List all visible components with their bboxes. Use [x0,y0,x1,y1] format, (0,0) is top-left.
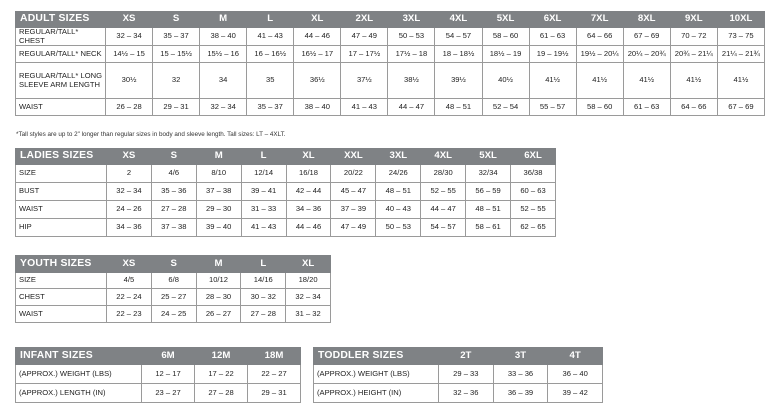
size-header: L [241,149,286,165]
measurement-cell: 44 – 46 [294,28,341,46]
measurement-cell: 17½ – 18 [388,46,435,63]
table-row [16,273,331,289]
measurement-cell: 58 – 61 [466,219,511,237]
measurement-cell: 25 – 27 [151,289,196,306]
measurement-cell: 35 – 37 [153,28,200,46]
row-label: REGULAR/TALL* CHEST [16,28,106,46]
measurement-cell: 48 – 51 [466,201,511,219]
measurement-cell: 47 – 49 [341,28,388,46]
table-row [16,384,301,403]
row-label: BUST [16,183,107,201]
measurement-cell: 29 – 30 [196,201,241,219]
measurement-cell: 24/26 [376,165,421,183]
size-header: XL [286,256,331,273]
row-label: (APPROX.) WEIGHT (LBS) [314,365,439,384]
adult-table-title: ADULT SIZES [16,12,106,28]
row-label: (APPROX.) WEIGHT (LBS) [16,365,142,384]
measurement-cell: 22 – 27 [248,365,301,384]
measurement-cell: 70 – 72 [670,28,717,46]
measurement-cell: 35 [247,63,294,99]
measurement-cell: 52 – 54 [482,99,529,116]
measurement-cell: 32 – 34 [107,183,152,201]
row-label: CHEST [16,289,107,306]
measurement-cell: 24 – 25 [151,306,196,323]
measurement-cell: 45 – 47 [331,183,376,201]
size-header: 4XL [435,12,482,28]
measurement-cell: 50 – 53 [376,219,421,237]
measurement-cell: 19½ – 20¼ [576,46,623,63]
measurement-cell: 26 – 27 [196,306,241,323]
size-header: 3XL [376,149,421,165]
measurement-cell: 47 – 49 [331,219,376,237]
tall-sizes-note: *Tall styles are up to 2" longer than regular sizes in body and sleeve length. Tall sizes: LT – 4XLT. [16,131,286,138]
measurement-cell: 12 – 17 [142,365,195,384]
size-header: 4XL [421,149,466,165]
youth-size-table [15,255,331,323]
measurement-cell: 29 – 31 [153,99,200,116]
size-header: M [196,149,241,165]
row-label: WAIST [16,306,107,323]
measurement-cell: 17 – 22 [195,365,248,384]
measurement-cell: 41½ [717,63,764,99]
measurement-cell: 22 – 23 [107,306,152,323]
measurement-cell: 58 – 60 [576,99,623,116]
size-header: XS [107,149,152,165]
size-header: 10XL [717,12,764,28]
row-label: REGULAR/TALL* LONG SLEEVE ARM LENGTH [16,63,106,99]
row-label: WAIST [16,201,107,219]
measurement-cell: 4/6 [151,165,196,183]
table-row [16,219,556,237]
row-label: SIZE [16,273,107,289]
size-header: 4T [548,348,603,365]
measurement-cell: 44 – 47 [388,99,435,116]
measurement-cell: 42 – 44 [286,183,331,201]
measurement-cell: 17 – 17½ [341,46,388,63]
measurement-cell: 56 – 59 [466,183,511,201]
infant-size-table [15,347,301,403]
size-header: 6XL [529,12,576,28]
measurement-cell: 20¼ – 20¾ [623,46,670,63]
size-header: 5XL [482,12,529,28]
measurement-cell: 21¼ – 21¾ [717,46,764,63]
size-header: 8XL [623,12,670,28]
measurement-cell: 8/10 [196,165,241,183]
measurement-cell: 32 – 36 [439,384,494,403]
measurement-cell: 37 – 38 [196,183,241,201]
measurement-cell: 31 – 33 [241,201,286,219]
table-row [16,201,556,219]
measurement-cell: 67 – 69 [717,99,764,116]
size-header: 2XL [341,12,388,28]
measurement-cell: 30½ [106,63,153,99]
measurement-cell: 38 – 40 [200,28,247,46]
size-header: M [200,12,247,28]
measurement-cell: 22 – 24 [107,289,152,306]
measurement-cell: 54 – 57 [435,28,482,46]
measurement-cell: 61 – 63 [529,28,576,46]
measurement-cell: 36/38 [511,165,556,183]
size-header: 5XL [466,149,511,165]
ladies-table-title: LADIES SIZES [16,149,107,165]
measurement-cell: 14/16 [241,273,286,289]
measurement-cell: 54 – 57 [421,219,466,237]
measurement-cell: 14½ – 15 [106,46,153,63]
measurement-cell: 41 – 43 [247,28,294,46]
size-header: S [153,12,200,28]
measurement-cell: 32 – 34 [286,289,331,306]
measurement-cell: 37 – 38 [151,219,196,237]
row-label: (APPROX.) LENGTH (IN) [16,384,142,403]
measurement-cell: 35 – 36 [151,183,196,201]
measurement-cell: 30 – 32 [241,289,286,306]
size-header: L [247,12,294,28]
measurement-cell: 18 – 18½ [435,46,482,63]
size-header: M [196,256,241,273]
toddler-table-title: TODDLER SIZES [314,348,439,365]
measurement-cell: 28 – 30 [196,289,241,306]
table-row [16,63,765,99]
measurement-cell: 28/30 [421,165,466,183]
measurement-cell: 27 – 28 [151,201,196,219]
measurement-cell: 48 – 51 [435,99,482,116]
size-header: 3T [493,348,548,365]
table-row [16,306,331,323]
measurement-cell: 32 – 34 [200,99,247,116]
measurement-cell: 52 – 55 [421,183,466,201]
size-header: XS [107,256,152,273]
measurement-cell: 29 – 31 [248,384,301,403]
measurement-cell: 38½ [388,63,435,99]
measurement-cell: 44 – 46 [286,219,331,237]
measurement-cell: 50 – 53 [388,28,435,46]
measurement-cell: 41½ [529,63,576,99]
measurement-cell: 64 – 66 [670,99,717,116]
cropped-heading [170,0,290,4]
measurement-cell: 20/22 [331,165,376,183]
measurement-cell: 15½ – 16 [200,46,247,63]
measurement-cell: 39 – 40 [196,219,241,237]
measurement-cell: 40½ [482,63,529,99]
measurement-cell: 41½ [623,63,670,99]
table-row [16,165,556,183]
measurement-cell: 33 – 36 [493,365,548,384]
measurement-cell: 27 – 28 [241,306,286,323]
size-header: 6XL [511,149,556,165]
size-header: 7XL [576,12,623,28]
measurement-cell: 36½ [294,63,341,99]
measurement-cell: 24 – 26 [107,201,152,219]
measurement-cell: 6/8 [151,273,196,289]
measurement-cell: 26 – 28 [106,99,153,116]
measurement-cell: 52 – 55 [511,201,556,219]
measurement-cell: 31 – 32 [286,306,331,323]
measurement-cell: 35 – 37 [247,99,294,116]
table-row [16,28,765,46]
infant-table-title: INFANT SIZES [16,348,142,365]
measurement-cell: 41½ [576,63,623,99]
table-row [16,183,556,201]
measurement-cell: 27 – 28 [195,384,248,403]
ladies-size-table [15,148,556,237]
measurement-cell: 34 – 36 [107,219,152,237]
measurement-cell: 61 – 63 [623,99,670,116]
size-header: XL [294,12,341,28]
row-label: REGULAR/TALL* NECK [16,46,106,63]
measurement-cell: 39½ [435,63,482,99]
measurement-cell: 23 – 27 [142,384,195,403]
measurement-cell: 37½ [341,63,388,99]
measurement-cell: 40 – 43 [376,201,421,219]
measurement-cell: 62 – 65 [511,219,556,237]
measurement-cell: 48 – 51 [376,183,421,201]
size-header: XS [106,12,153,28]
youth-table-title: YOUTH SIZES [16,256,107,273]
size-header: 12M [195,348,248,365]
measurement-cell: 73 – 75 [717,28,764,46]
size-header: 9XL [670,12,717,28]
size-header: 2T [439,348,494,365]
table-row [314,365,603,384]
measurement-cell: 16½ – 17 [294,46,341,63]
measurement-cell: 39 – 41 [241,183,286,201]
table-row [16,365,301,384]
adult-size-table [15,11,765,116]
measurement-cell: 34 [200,63,247,99]
measurement-cell: 20¾ – 21¼ [670,46,717,63]
size-header: S [151,256,196,273]
measurement-cell: 16/18 [286,165,331,183]
measurement-cell: 34 – 36 [286,201,331,219]
size-header: L [241,256,286,273]
toddler-size-table [313,347,603,403]
measurement-cell: 4/5 [107,273,152,289]
measurement-cell: 44 – 47 [421,201,466,219]
measurement-cell: 18½ – 19 [482,46,529,63]
size-header: S [151,149,196,165]
measurement-cell: 36 – 39 [493,384,548,403]
table-row [314,384,603,403]
measurement-cell: 41½ [670,63,717,99]
measurement-cell: 60 – 63 [511,183,556,201]
size-header: XXL [331,149,376,165]
measurement-cell: 41 – 43 [341,99,388,116]
measurement-cell: 2 [107,165,152,183]
measurement-cell: 58 – 60 [482,28,529,46]
measurement-cell: 36 – 40 [548,365,603,384]
size-header: 6M [142,348,195,365]
table-row [16,46,765,63]
measurement-cell: 18/20 [286,273,331,289]
measurement-cell: 10/12 [196,273,241,289]
row-label: SIZE [16,165,107,183]
measurement-cell: 12/14 [241,165,286,183]
measurement-cell: 29 – 33 [439,365,494,384]
measurement-cell: 67 – 69 [623,28,670,46]
row-label: WAIST [16,99,106,116]
measurement-cell: 37 – 39 [331,201,376,219]
measurement-cell: 64 – 66 [576,28,623,46]
measurement-cell: 32/34 [466,165,511,183]
size-header: XL [286,149,331,165]
row-label: (APPROX.) HEIGHT (IN) [314,384,439,403]
measurement-cell: 38 – 40 [294,99,341,116]
measurement-cell: 16 – 16½ [247,46,294,63]
row-label: HIP [16,219,107,237]
measurement-cell: 39 – 42 [548,384,603,403]
table-row [16,99,765,116]
measurement-cell: 32 [153,63,200,99]
size-header: 18M [248,348,301,365]
size-header: 3XL [388,12,435,28]
measurement-cell: 19 – 19½ [529,46,576,63]
measurement-cell: 55 – 57 [529,99,576,116]
measurement-cell: 41 – 43 [241,219,286,237]
measurement-cell: 32 – 34 [106,28,153,46]
table-row [16,289,331,306]
measurement-cell: 15 – 15½ [153,46,200,63]
